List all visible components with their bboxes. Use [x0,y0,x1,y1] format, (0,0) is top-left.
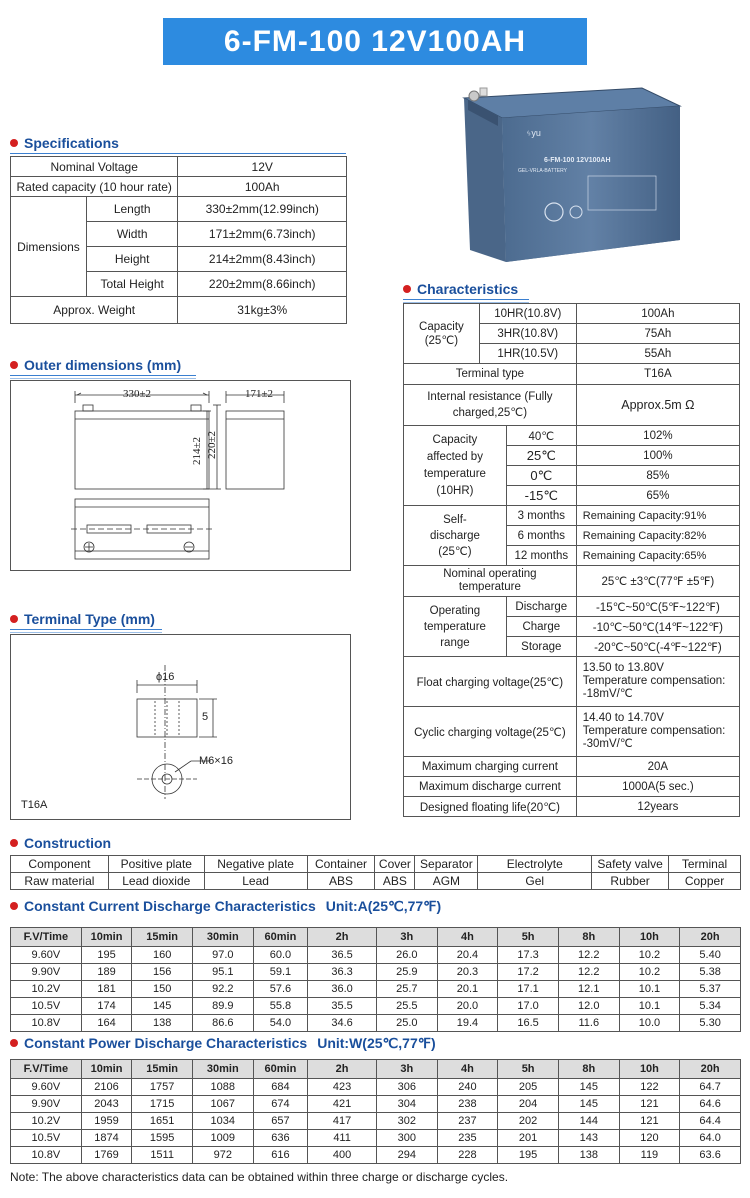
bullet-icon [10,139,18,147]
table-cell: 636 [253,1130,308,1147]
constant-power-table [10,1059,741,1164]
table-cell: 122 [619,1079,680,1096]
char-label: Cyclic charging voltage(25℃) [404,707,577,757]
table-header-cell: 10min [81,1060,132,1079]
table-cell: 657 [253,1113,308,1130]
table-row [11,1079,741,1096]
table-cell: 55.8 [253,998,308,1015]
terminal-diagram [11,635,350,819]
table-cell: 294 [376,1147,437,1164]
table-header-cell: 20h [680,928,741,947]
table-cell: 9.60V [11,1079,82,1096]
table-cell: 164 [81,1015,132,1032]
table-row [11,1147,741,1164]
table-cell: 1769 [81,1147,132,1164]
char-label: Operating temperature range [404,597,507,657]
outer-dimensions-heading: Outer dimensions (mm) [10,356,196,378]
float-voltage-value: 13.50 to 13.80V Temperature compensation: -18mV/℃ [576,657,739,707]
char-value: 12years [576,797,739,817]
table-cell: 12.2 [558,947,619,964]
characteristics-table [403,303,740,817]
table-cell: 306 [376,1079,437,1096]
table-cell: 144 [558,1113,619,1130]
char-sublabel: 3HR(10.8V) [479,324,576,344]
table-cell: 972 [192,1147,253,1164]
construction-header-cell: Electrolyte [478,856,592,873]
table-cell: 1715 [132,1096,193,1113]
table-cell: 228 [437,1147,498,1164]
table-cell: 202 [498,1113,559,1130]
battery-image [458,80,686,270]
spec-label: Height [86,247,178,272]
table-cell: 181 [81,981,132,998]
characteristics-heading: Characteristics [403,280,529,302]
table-cell: 86.6 [192,1015,253,1032]
table-header-cell: 10min [81,928,132,947]
table-header-cell: 8h [558,1060,619,1079]
char-label: Internal resistance (Fully charged,25℃) [404,385,577,426]
table-cell: 400 [308,1147,377,1164]
table-cell: 1088 [192,1079,253,1096]
dimension-diagram [11,381,350,570]
battery-model-text: 6-FM-100 12V100AH [544,157,611,164]
char-value: Approx.5m Ω [576,385,739,426]
char-value: 85% [576,466,739,486]
constant-power-heading: Constant Power Discharge Characteristics Unit:W(25℃,77℉) [10,1035,436,1052]
table-header-cell: 15min [132,928,193,947]
table-header-cell: 10h [619,1060,680,1079]
spec-label: Approx. Weight [11,297,178,324]
table-cell: 20.3 [437,964,498,981]
table-cell: 120 [619,1130,680,1147]
spec-value: 12V [178,157,347,177]
char-label: Designed floating life(20℃) [404,797,577,817]
table-cell: 5.30 [680,1015,741,1032]
table-cell: 36.3 [308,964,377,981]
terminal-name: T16A [21,799,48,811]
construction-header-cell: Cover [375,856,415,873]
table-header-cell: 2h [308,928,377,947]
table-cell: 17.1 [498,981,559,998]
spec-value: 220±2mm(8.66inch) [178,272,347,297]
table-row [11,1113,741,1130]
bullet-icon [10,902,18,910]
footnote: Note: The above characteristics data can be obtained within three charge or discharge cycles. [10,1170,509,1184]
char-value: 102% [576,426,739,446]
terminal-type-heading: Terminal Type (mm) [10,610,162,632]
table-cell: 1874 [81,1130,132,1147]
battery-type-text: GEL-VRLA-BATTERY [518,168,567,174]
table-cell: 11.6 [558,1015,619,1032]
table-cell: 411 [308,1130,377,1147]
table-cell: 174 [81,998,132,1015]
table-header-cell: 5h [498,928,559,947]
table-cell: 145 [558,1096,619,1113]
char-sublabel: -15℃ [506,486,576,506]
table-cell: 20.4 [437,947,498,964]
spec-label: Width [86,222,178,247]
table-row [11,1015,741,1032]
construction-header-cell: Positive plate [108,856,204,873]
char-label: Capacity (25℃) [404,304,480,364]
table-cell: 89.9 [192,998,253,1015]
char-sublabel: 1HR(10.5V) [479,344,576,364]
table-cell: 10.8V [11,1147,82,1164]
table-cell: 10.0 [619,1015,680,1032]
char-value: -10℃~50℃(14℉~122℉) [576,617,739,637]
table-cell: 64.7 [680,1079,741,1096]
table-cell: 10.2V [11,981,82,998]
spec-value: 31kg±3% [178,297,347,324]
table-cell: 20.1 [437,981,498,998]
table-cell: 204 [498,1096,559,1113]
bullet-icon [403,285,411,293]
bullet-icon [10,839,18,847]
table-cell: 59.1 [253,964,308,981]
table-cell: 189 [81,964,132,981]
table-cell: 12.0 [558,998,619,1015]
construction-value-cell: ABS [375,873,415,890]
table-cell: 64.6 [680,1096,741,1113]
construction-value-cell: AGM [415,873,478,890]
table-cell: 25.9 [376,964,437,981]
table-cell: 138 [132,1015,193,1032]
char-value: Remaining Capacity:91% [576,506,739,526]
char-sublabel: Discharge [506,597,576,617]
table-cell: 25.5 [376,998,437,1015]
char-value: Remaining Capacity:65% [576,546,739,566]
table-cell: 205 [498,1079,559,1096]
spec-label: Total Height [86,272,178,297]
table-cell: 9.90V [11,964,82,981]
char-sublabel: 10HR(10.8V) [479,304,576,324]
spec-value: 171±2mm(6.73inch) [178,222,347,247]
table-cell: 10.2V [11,1113,82,1130]
height-dimension: 214±2 [191,436,204,466]
table-header-cell: F.V/Time [11,1060,82,1079]
table-cell: 10.1 [619,981,680,998]
table-cell: 417 [308,1113,377,1130]
outer-dimensions-drawing [10,380,351,571]
table-cell: 201 [498,1130,559,1147]
table-cell: 2106 [81,1079,132,1096]
spec-value: 330±2mm(12.99inch) [178,197,347,222]
table-row [11,998,741,1015]
table-cell: 9.60V [11,947,82,964]
construction-heading: Construction [10,834,210,856]
char-label: Maximum charging current [404,757,577,777]
table-header-cell: F.V/Time [11,928,82,947]
table-cell: 9.90V [11,1096,82,1113]
char-label: Capacity affected by temperature (10HR) [404,426,507,506]
spec-label: Dimensions [11,197,87,297]
table-cell: 97.0 [192,947,253,964]
table-cell: 12.1 [558,981,619,998]
char-value: 100Ah [576,304,739,324]
table-header-cell: 15min [132,1060,193,1079]
construction-header-cell: Container [307,856,375,873]
terminal-bolt: M6×16 [199,755,233,767]
table-cell: 1651 [132,1113,193,1130]
table-cell: 17.3 [498,947,559,964]
construction-value-cell: ABS [307,873,375,890]
table-header-cell: 30min [192,1060,253,1079]
table-cell: 195 [498,1147,559,1164]
constant-current-table [10,927,741,1032]
table-cell: 1757 [132,1079,193,1096]
char-sublabel: Charge [506,617,576,637]
char-value: -15℃~50℃(5℉~122℉) [576,597,739,617]
table-cell: 119 [619,1147,680,1164]
table-row [11,1096,741,1113]
char-value: 75Ah [576,324,739,344]
table-cell: 20.0 [437,998,498,1015]
char-value: 65% [576,486,739,506]
table-row [11,981,741,998]
table-cell: 35.5 [308,998,377,1015]
table-cell: 195 [81,947,132,964]
char-label: Self-discharge (25℃) [404,506,507,566]
table-cell: 5.38 [680,964,741,981]
length-dimension: 330±2 [123,388,152,400]
table-cell: 10.5V [11,998,82,1015]
char-value: -20℃~50℃(-4℉~122℉) [576,637,739,657]
bullet-icon [10,1039,18,1047]
table-cell: 95.1 [192,964,253,981]
page-title: 6-FM-100 12V100AH [163,18,587,65]
table-cell: 150 [132,981,193,998]
table-cell: 10.5V [11,1130,82,1147]
terminal-drawing [10,634,351,820]
table-header-cell: 4h [437,928,498,947]
char-value: 55Ah [576,344,739,364]
table-header-cell: 8h [558,928,619,947]
char-sublabel: 0℃ [506,466,576,486]
specifications-heading: Specifications [10,134,346,156]
table-cell: 240 [437,1079,498,1096]
table-cell: 5.40 [680,947,741,964]
table-cell: 34.6 [308,1015,377,1032]
table-cell: 1595 [132,1130,193,1147]
table-header-cell: 60min [253,928,308,947]
terminal-height: 5 [202,711,209,723]
specifications-table [10,156,347,324]
table-cell: 235 [437,1130,498,1147]
width-dimension: 171±2 [245,388,274,400]
table-cell: 423 [308,1079,377,1096]
char-sublabel: 12 months [506,546,576,566]
char-sublabel: 40℃ [506,426,576,446]
construction-value-cell: Copper [669,873,741,890]
char-value: 100% [576,446,739,466]
table-cell: 1067 [192,1096,253,1113]
construction-value-cell: Lead [204,873,307,890]
construction-header-cell: Terminal [669,856,741,873]
char-sublabel: 3 months [506,506,576,526]
char-value: 1000A(5 sec.) [576,777,739,797]
table-cell: 145 [558,1079,619,1096]
table-cell: 121 [619,1113,680,1130]
table-cell: 10.1 [619,998,680,1015]
bullet-icon [10,615,18,623]
table-header-cell: 3h [376,928,437,947]
char-sublabel: 6 months [506,526,576,546]
table-cell: 16.5 [498,1015,559,1032]
char-label: Nominal operating temperature [404,566,577,597]
table-cell: 60.0 [253,947,308,964]
table-cell: 64.0 [680,1130,741,1147]
construction-header-cell: Safety valve [592,856,669,873]
table-cell: 156 [132,964,193,981]
char-value: T16A [576,364,739,385]
table-cell: 616 [253,1147,308,1164]
table-cell: 674 [253,1096,308,1113]
char-sublabel: 25℃ [506,446,576,466]
construction-header-cell: Component [11,856,109,873]
construction-table [10,855,741,890]
char-label: Terminal type [404,364,577,385]
terminal-diameter: ϕ16 [156,671,175,683]
table-cell: 138 [558,1147,619,1164]
table-cell: 26.0 [376,947,437,964]
cyclic-voltage-value: 14.40 to 14.70V Temperature compensation: -30mV/℃ [576,707,739,757]
construction-value-cell: Rubber [592,873,669,890]
char-value: 25℃ ±3℃(77℉ ±5℉) [576,566,739,597]
table-cell: 17.2 [498,964,559,981]
construction-value-cell: Raw material [11,873,109,890]
table-cell: 1009 [192,1130,253,1147]
char-sublabel: Storage [506,637,576,657]
table-cell: 160 [132,947,193,964]
table-header-cell: 2h [308,1060,377,1079]
table-header-cell: 3h [376,1060,437,1079]
table-header-cell: 30min [192,928,253,947]
char-label: Maximum discharge current [404,777,577,797]
table-cell: 10.8V [11,1015,82,1032]
construction-value-cell: Gel [478,873,592,890]
spec-value: 214±2mm(8.43inch) [178,247,347,272]
table-cell: 1959 [81,1113,132,1130]
table-cell: 17.0 [498,998,559,1015]
table-header-cell: 10h [619,928,680,947]
table-header-cell: 20h [680,1060,741,1079]
table-cell: 92.2 [192,981,253,998]
construction-header-cell: Separator [415,856,478,873]
battery-brand: ᛃyu [526,128,541,138]
table-cell: 36.5 [308,947,377,964]
table-header-cell: 60min [253,1060,308,1079]
spec-label: Rated capacity (10 hour rate) [11,177,178,197]
char-value: 20A [576,757,739,777]
table-cell: 2043 [81,1096,132,1113]
table-cell: 19.4 [437,1015,498,1032]
table-cell: 302 [376,1113,437,1130]
table-cell: 63.6 [680,1147,741,1164]
table-row [11,1130,741,1147]
table-cell: 54.0 [253,1015,308,1032]
table-cell: 684 [253,1079,308,1096]
table-cell: 121 [619,1096,680,1113]
table-cell: 36.0 [308,981,377,998]
table-row [11,947,741,964]
construction-header-cell: Negative plate [204,856,307,873]
table-cell: 10.2 [619,964,680,981]
table-cell: 1034 [192,1113,253,1130]
table-cell: 64.4 [680,1113,741,1130]
table-cell: 145 [132,998,193,1015]
table-cell: 304 [376,1096,437,1113]
table-cell: 300 [376,1130,437,1147]
constant-current-heading: Constant Current Discharge Characteristics Unit:A(25℃,77℉) [10,898,441,915]
table-cell: 1511 [132,1147,193,1164]
table-header-cell: 4h [437,1060,498,1079]
table-cell: 25.7 [376,981,437,998]
table-cell: 25.0 [376,1015,437,1032]
char-label: Float charging voltage(25℃) [404,657,577,707]
bullet-icon [10,361,18,369]
total-height-dimension: 220±2 [206,430,219,460]
table-cell: 5.37 [680,981,741,998]
table-cell: 10.2 [619,947,680,964]
spec-value: 100Ah [178,177,347,197]
table-cell: 12.2 [558,964,619,981]
table-cell: 238 [437,1096,498,1113]
table-header-cell: 5h [498,1060,559,1079]
char-value: Remaining Capacity:82% [576,526,739,546]
spec-label: Nominal Voltage [11,157,178,177]
table-cell: 421 [308,1096,377,1113]
table-cell: 5.34 [680,998,741,1015]
table-cell: 237 [437,1113,498,1130]
table-row [11,964,741,981]
spec-label: Length [86,197,178,222]
construction-value-cell: Lead dioxide [108,873,204,890]
table-cell: 143 [558,1130,619,1147]
table-cell: 57.6 [253,981,308,998]
